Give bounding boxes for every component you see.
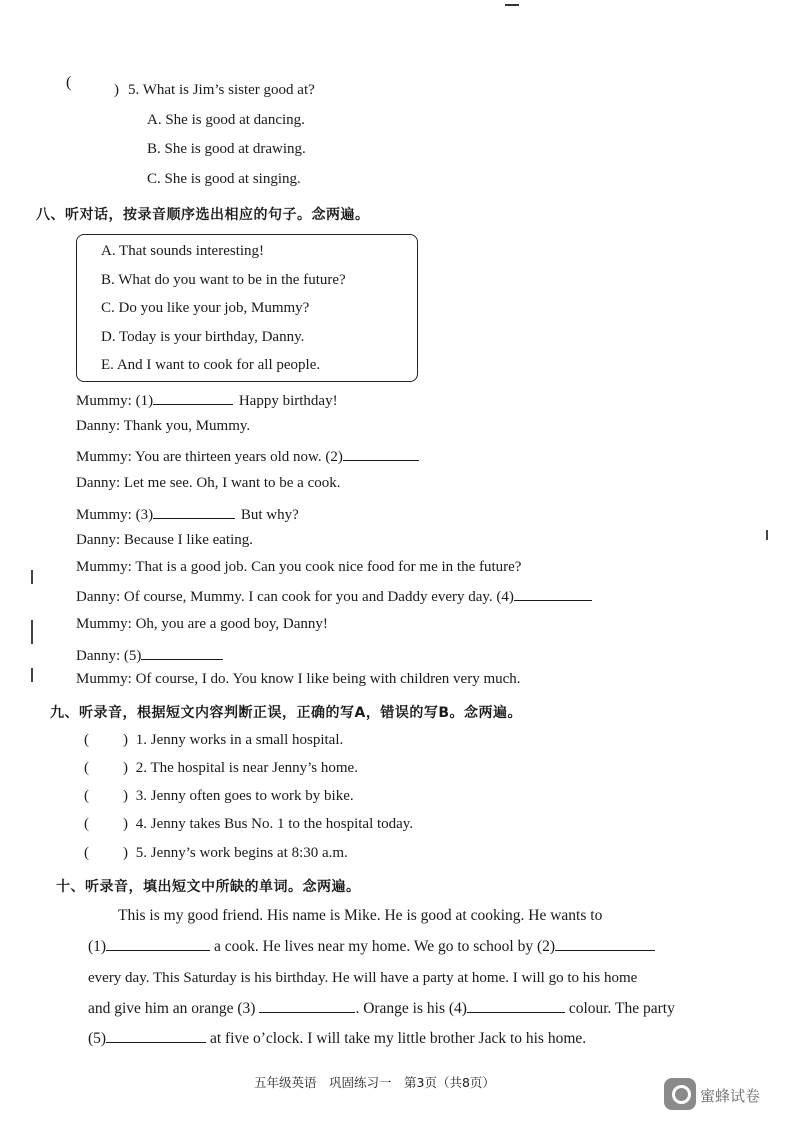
q5-option-c: C. She is good at singing. xyxy=(147,171,301,187)
passage-line-1 xyxy=(88,900,700,931)
passage-blank-4[interactable] xyxy=(467,998,565,1013)
dialogue-line-2: Danny: Thank you, Mummy. xyxy=(76,418,251,434)
paren-open: ( xyxy=(84,788,89,804)
dialogue-line-5-text: Mummy: (3) xyxy=(76,507,154,523)
page-footer: 五年级英语 巩固练习一 第3页（共8页） xyxy=(254,1075,495,1090)
passage-blank-5[interactable] xyxy=(106,1028,206,1043)
paren-open: ( xyxy=(84,845,89,861)
paren-close: ) xyxy=(123,760,128,776)
paren-close: ) xyxy=(123,788,128,804)
blank-3[interactable] xyxy=(153,504,235,519)
dialogue-line-10-text: Danny: (5) xyxy=(76,648,142,664)
passage-line-1-text: This is my good friend. His name is Mike. He is good at cooking. He wants to xyxy=(118,907,603,924)
dialogue-line-3 xyxy=(76,446,419,466)
top-cropped-dot xyxy=(505,4,519,6)
scan-edge-mark xyxy=(31,668,33,682)
passage-line-4-c: colour. The party xyxy=(568,1000,675,1017)
section8-option-d: D. Today is your birthday, Danny. xyxy=(101,329,305,345)
section9-item-2 xyxy=(84,760,358,777)
section10-title: 十、听录音，填出短文中所缺的单词。念两遍。 xyxy=(56,879,361,895)
section8-options-box xyxy=(76,234,418,382)
passage-line-3 xyxy=(88,962,700,994)
statement: 5. Jenny’s work begins at 8:30 a.m. xyxy=(135,845,348,861)
dialogue-line-1 xyxy=(76,390,338,410)
q5-paren-close: ) xyxy=(114,82,119,98)
dialogue-line-8-text: Danny: Of course, Mummy. I can cook for you and Daddy every day. (4) xyxy=(76,589,514,605)
passage-line-5-b: at five o’clock. I will take my little brother Jack to his home. xyxy=(209,1030,587,1047)
section9-title: 九、听录音，根据短文内容判断正误，正确的写A，错误的写B。念两遍。 xyxy=(50,705,523,721)
dialogue-line-1-tail: Happy birthday! xyxy=(238,393,338,409)
dialogue-line-1-text: Mummy: (1) xyxy=(76,393,154,409)
passage-line-5 xyxy=(88,1023,700,1054)
passage-blank-3[interactable] xyxy=(259,998,355,1013)
dialogue-line-5 xyxy=(76,504,299,524)
blank-2[interactable] xyxy=(343,446,419,461)
passage-line-2-a: (1) xyxy=(88,938,107,955)
statement: 2. The hospital is near Jenny’s home. xyxy=(135,760,358,776)
section8-option-a: A. That sounds interesting! xyxy=(101,243,265,259)
passage-line-3-text: every day. This Saturday is his birthday. He will have a party at home. I will go to his home xyxy=(88,970,638,986)
dialogue-line-8 xyxy=(76,586,592,606)
section9-item-4 xyxy=(84,816,413,833)
dialogue-line-5-tail: But why? xyxy=(240,507,299,523)
passage-line-2 xyxy=(88,931,700,962)
section9-item-3 xyxy=(84,788,354,805)
section9-item-1 xyxy=(84,732,343,749)
watermark-text: 蜜蜂试卷 xyxy=(700,1087,761,1105)
q5-option-b: B. She is good at drawing. xyxy=(147,141,306,157)
scan-edge-mark xyxy=(766,530,768,540)
scan-edge-mark xyxy=(31,570,33,584)
dialogue-line-10 xyxy=(76,645,223,665)
passage-line-4 xyxy=(88,993,700,1024)
section9-item-5 xyxy=(84,845,348,862)
paren-open: ( xyxy=(84,760,89,776)
paren-close: ) xyxy=(123,845,128,861)
watermark-logo-icon xyxy=(664,1078,696,1110)
dialogue-line-6: Danny: Because I like eating. xyxy=(76,532,254,548)
dialogue-line-4: Danny: Let me see. Oh, I want to be a cook. xyxy=(76,475,341,491)
section8-option-c: C. Do you like your job, Mummy? xyxy=(101,300,310,316)
paren-close: ) xyxy=(123,816,128,832)
paren-open: ( xyxy=(84,732,89,748)
section8-option-e: E. And I want to cook for all people. xyxy=(101,357,321,373)
passage-blank-1[interactable] xyxy=(106,936,210,951)
dialogue-line-7: Mummy: That is a good job. Can you cook nice food for me in the future? xyxy=(76,559,522,575)
paren-open: ( xyxy=(84,816,89,832)
statement: 3. Jenny often goes to work by bike. xyxy=(135,788,354,804)
dialogue-line-3-text: Mummy: You are thirteen years old now. (2) xyxy=(76,449,343,465)
statement: 4. Jenny takes Bus No. 1 to the hospital today. xyxy=(135,816,414,832)
section8-option-b: B. What do you want to be in the future? xyxy=(101,272,346,288)
q5-question: 5. What is Jim’s sister good at? xyxy=(128,82,315,98)
passage-line-4-a: and give him an orange (3) xyxy=(88,1000,256,1017)
dialogue-line-9: Mummy: Oh, you are a good boy, Danny! xyxy=(76,616,328,632)
dialogue-line-11: Mummy: Of course, I do. You know I like being with children very much. xyxy=(76,671,521,687)
blank-4[interactable] xyxy=(514,586,592,601)
q5-option-a: A. She is good at dancing. xyxy=(147,112,305,128)
passage-line-2-b: a cook. He lives near my home. We go to school by (2) xyxy=(213,938,556,955)
passage-line-4-b: . Orange is his (4) xyxy=(355,1000,467,1017)
blank-1[interactable] xyxy=(153,390,233,405)
passage-line-5-a: (5) xyxy=(88,1030,107,1047)
scan-edge-mark xyxy=(31,620,33,644)
blank-5[interactable] xyxy=(141,645,223,660)
passage-blank-2[interactable] xyxy=(555,936,655,951)
statement: 1. Jenny works in a small hospital. xyxy=(135,732,344,748)
q5-paren-open: ( xyxy=(66,74,72,91)
section8-title: 八、听对话，按录音顺序选出相应的句子。念两遍。 xyxy=(36,207,370,223)
paren-close: ) xyxy=(123,732,128,748)
